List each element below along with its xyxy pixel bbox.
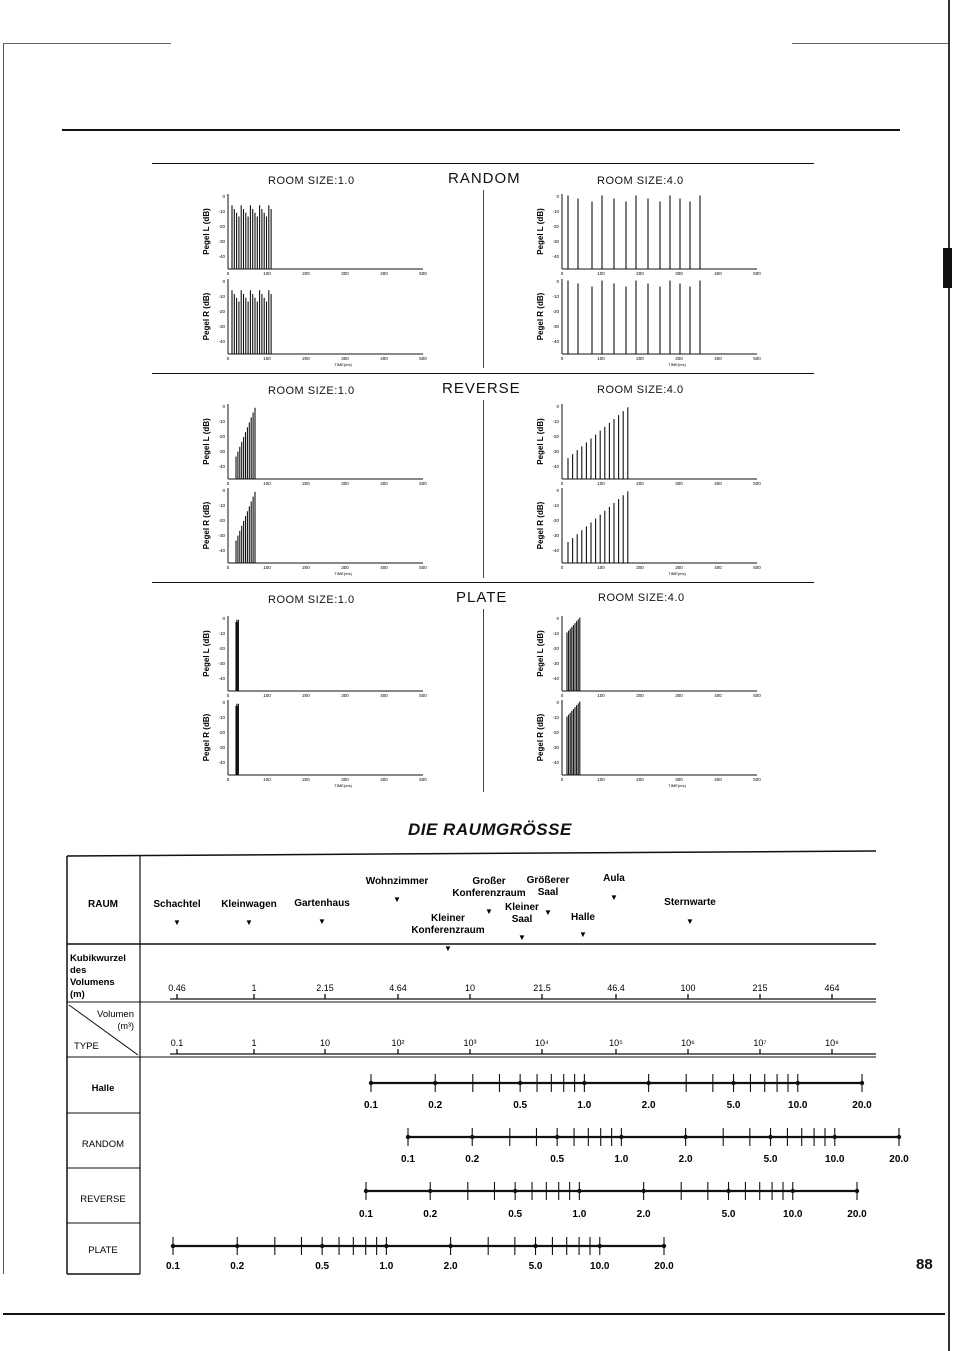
- kubik-header: des: [70, 965, 87, 976]
- volume-value: 10³: [463, 1038, 477, 1048]
- x-axis-label: TIME(ms): [668, 362, 686, 367]
- type-scale-dot: [518, 1081, 522, 1085]
- room-label: Kleiner: [431, 913, 465, 924]
- x-tick-label: 100: [597, 271, 605, 276]
- room-marker: ▼: [485, 907, 493, 916]
- channel-label: Pegel L (dB): [202, 630, 211, 677]
- type-scale-dot: [384, 1244, 388, 1248]
- type-scale-dot: [582, 1081, 586, 1085]
- reverse-left-size: ROOM SIZE:1.0: [268, 385, 355, 397]
- y-tick-label: -20: [552, 434, 559, 439]
- type-scale-dot: [448, 1244, 452, 1248]
- reverse-title: REVERSE: [442, 380, 521, 397]
- type-scale-label: 5.0: [528, 1261, 543, 1272]
- type-scale-label: 10.0: [783, 1209, 803, 1220]
- kubik-header: (m): [70, 989, 85, 1000]
- x-tick-label: 300: [675, 481, 683, 486]
- random-title: RANDOM: [448, 170, 521, 187]
- type-scale-dot: [646, 1081, 650, 1085]
- type-scale-label: 5.0: [726, 1100, 741, 1111]
- room-marker: ▼: [318, 917, 326, 926]
- y-tick-label: -20: [552, 224, 559, 229]
- y-tick-label: -10: [218, 631, 225, 636]
- channel-label: Pegel L (dB): [202, 208, 211, 255]
- type-scale-label: 2.0: [636, 1209, 651, 1220]
- y-tick-label: -40: [218, 464, 225, 469]
- volume-value: 10⁷: [753, 1038, 767, 1048]
- cube-root-value: 21.5: [533, 983, 551, 993]
- type-scale-dot: [235, 1244, 239, 1248]
- y-tick-label: -20: [218, 224, 225, 229]
- type-scale-label: 20.0: [889, 1154, 909, 1165]
- y-tick-label: -20: [218, 434, 225, 439]
- x-tick-label: 100: [263, 271, 271, 276]
- kubik-header: Volumens: [70, 977, 115, 988]
- y-tick-label: -20: [552, 518, 559, 523]
- channel-label: Pegel R (dB): [202, 713, 211, 762]
- type-scale-dot: [577, 1189, 581, 1193]
- cube-root-value: 46.4: [607, 983, 625, 993]
- x-tick-label: 300: [341, 356, 349, 361]
- x-tick-label: 500: [419, 565, 427, 570]
- room-label: Schachtel: [153, 899, 201, 910]
- type-scale-label: 0.2: [230, 1261, 245, 1272]
- volume-value: 0.1: [170, 1038, 184, 1048]
- x-tick-label: 100: [597, 356, 605, 361]
- room-marker: ▼: [610, 893, 618, 902]
- y-tick-label: -20: [552, 309, 559, 314]
- y-tick-label: -40: [552, 464, 559, 469]
- x-tick-label: 400: [714, 481, 722, 486]
- x-tick-label: 100: [263, 693, 271, 698]
- x-tick-label: 0: [560, 481, 564, 486]
- y-tick-label: -10: [552, 631, 559, 636]
- type-scale-label: 0.2: [428, 1100, 443, 1111]
- x-tick-label: 300: [341, 565, 349, 570]
- cube-root-value: 1: [251, 983, 257, 993]
- y-tick-label: -40: [218, 548, 225, 553]
- y-tick-label: -40: [552, 254, 559, 259]
- y-tick-label: -30: [218, 239, 225, 244]
- type-scale-dot: [731, 1081, 735, 1085]
- type-scale-dot: [533, 1244, 537, 1248]
- y-tick-label: -40: [552, 548, 559, 553]
- x-tick-label: 200: [302, 693, 310, 698]
- x-tick-label: 0: [560, 271, 564, 276]
- y-tick-label: -40: [552, 339, 559, 344]
- x-tick-label: 500: [419, 481, 427, 486]
- type-scale-dot: [364, 1189, 368, 1193]
- cube-root-value: 2.15: [316, 983, 334, 993]
- type-scale-dot: [855, 1189, 859, 1193]
- x-tick-label: 200: [636, 271, 644, 276]
- y-tick-label: -30: [218, 745, 225, 750]
- x-tick-label: 200: [302, 777, 310, 782]
- y-tick-label: -30: [552, 449, 559, 454]
- plate-left-size: ROOM SIZE:1.0: [268, 594, 355, 606]
- x-tick-label: 500: [753, 271, 761, 276]
- channel-label: Pegel R (dB): [202, 501, 211, 550]
- type-scale-dot: [513, 1189, 517, 1193]
- y-tick-label: -30: [218, 533, 225, 538]
- cube-root-value: 10: [464, 983, 476, 993]
- y-tick-label: 0: [556, 279, 559, 284]
- volume-value: 10: [319, 1038, 331, 1048]
- reverse-right-size: ROOM SIZE:4.0: [597, 384, 684, 396]
- x-tick-label: 500: [419, 271, 427, 276]
- y-tick-label: 0: [222, 194, 225, 199]
- room-label: Saal: [511, 914, 533, 925]
- x-tick-label: 400: [714, 356, 722, 361]
- type-scale-label: 20.0: [852, 1100, 872, 1111]
- kubik-header: Kubikwurzel: [70, 953, 126, 964]
- x-tick-label: 400: [380, 777, 388, 782]
- type-scale-label: 2.0: [443, 1261, 458, 1272]
- x-tick-label: 300: [675, 356, 683, 361]
- y-tick-label: -20: [552, 730, 559, 735]
- channel-label: Pegel L (dB): [202, 418, 211, 465]
- room-marker: ▼: [579, 930, 587, 939]
- y-tick-label: -10: [218, 715, 225, 720]
- y-tick-label: -40: [552, 760, 559, 765]
- type-header: TYPE: [74, 1041, 99, 1052]
- y-tick-label: -40: [218, 254, 225, 259]
- x-tick-label: 500: [753, 356, 761, 361]
- room-marker: ▼: [444, 944, 452, 953]
- room-label: Kleinwagen: [221, 899, 277, 910]
- room-marker: ▼: [393, 895, 401, 904]
- type-scale-label: 5.0: [721, 1209, 736, 1220]
- y-tick-label: -30: [218, 449, 225, 454]
- y-tick-label: 0: [556, 194, 559, 199]
- room-marker: ▼: [686, 917, 694, 926]
- volume-value: 10⁶: [681, 1038, 695, 1048]
- volume-value: 1: [251, 1038, 257, 1048]
- type-scale-label: 1.0: [614, 1154, 629, 1165]
- volume-value: 10²: [391, 1038, 405, 1048]
- x-axis-label: TIME(ms): [334, 571, 352, 576]
- y-tick-label: 0: [222, 700, 225, 705]
- type-scale-label: 2.0: [641, 1100, 656, 1111]
- x-tick-label: 200: [636, 356, 644, 361]
- y-tick-label: -30: [552, 533, 559, 538]
- room-label: Saal: [537, 887, 559, 898]
- x-tick-label: 0: [226, 565, 230, 570]
- y-tick-label: -10: [552, 294, 559, 299]
- x-tick-label: 300: [341, 481, 349, 486]
- y-tick-label: -40: [218, 676, 225, 681]
- type-row-label: PLATE: [88, 1245, 118, 1256]
- x-tick-label: 400: [714, 271, 722, 276]
- type-scale-label: 1.0: [379, 1261, 394, 1272]
- x-tick-label: 200: [302, 356, 310, 361]
- x-tick-label: 400: [714, 777, 722, 782]
- x-axis-label: TIME(ms): [334, 783, 352, 788]
- y-tick-label: -20: [218, 646, 225, 651]
- type-row-label: Halle: [91, 1083, 115, 1094]
- type-scale-label: 0.1: [364, 1100, 378, 1111]
- x-tick-label: 100: [263, 356, 271, 361]
- cube-root-value: 215: [752, 983, 768, 993]
- x-tick-label: 300: [675, 565, 683, 570]
- random-right-size: ROOM SIZE:4.0: [597, 175, 684, 187]
- room-marker: ▼: [245, 918, 253, 927]
- x-tick-label: 100: [597, 565, 605, 570]
- plate-title: PLATE: [456, 589, 508, 606]
- type-scale-dot: [171, 1244, 175, 1248]
- type-scale-dot: [320, 1244, 324, 1248]
- type-scale-dot: [406, 1135, 410, 1139]
- room-marker: ▼: [544, 908, 552, 917]
- x-tick-label: 100: [597, 693, 605, 698]
- x-axis-label: TIME(ms): [334, 362, 352, 367]
- y-tick-label: -40: [552, 676, 559, 681]
- cube-root-value: 464: [824, 983, 840, 993]
- type-scale-label: 0.1: [401, 1154, 415, 1165]
- type-scale-label: 20.0: [847, 1209, 867, 1220]
- x-tick-label: 300: [341, 271, 349, 276]
- channel-label: Pegel R (dB): [536, 292, 545, 341]
- type-scale-label: 10.0: [788, 1100, 808, 1111]
- volumen-header: Volumen: [97, 1009, 134, 1020]
- x-tick-label: 200: [636, 693, 644, 698]
- cube-root-value: 100: [680, 983, 696, 993]
- type-scale-dot: [897, 1135, 901, 1139]
- x-tick-label: 500: [753, 481, 761, 486]
- random-left-size: ROOM SIZE:1.0: [268, 175, 355, 187]
- type-scale-label: 5.0: [763, 1154, 778, 1165]
- type-scale-label: 0.5: [513, 1100, 528, 1111]
- channel-label: Pegel L (dB): [536, 418, 545, 465]
- y-tick-label: -40: [218, 760, 225, 765]
- type-scale-dot: [598, 1244, 602, 1248]
- channel-label: Pegel L (dB): [536, 630, 545, 677]
- type-scale-dot: [683, 1135, 687, 1139]
- type-scale-label: 0.1: [359, 1209, 373, 1220]
- type-scale-label: 0.2: [465, 1154, 480, 1165]
- type-scale-dot: [768, 1135, 772, 1139]
- y-tick-label: -10: [552, 419, 559, 424]
- x-tick-label: 0: [560, 777, 564, 782]
- type-scale-label: 20.0: [654, 1261, 674, 1272]
- channel-label: Pegel R (dB): [536, 501, 545, 550]
- x-tick-label: 500: [419, 777, 427, 782]
- channel-label: Pegel L (dB): [536, 208, 545, 255]
- type-scale-label: 0.5: [315, 1261, 330, 1272]
- x-tick-label: 0: [560, 565, 564, 570]
- y-tick-label: 0: [556, 700, 559, 705]
- section-title: DIE RAUMGRÖSSE: [408, 820, 572, 839]
- x-tick-label: 300: [675, 777, 683, 782]
- type-scale-label: 0.2: [423, 1209, 438, 1220]
- type-row-label: REVERSE: [80, 1194, 126, 1205]
- type-scale-dot: [641, 1189, 645, 1193]
- x-tick-label: 0: [560, 693, 564, 698]
- room-label: Aula: [603, 873, 625, 884]
- type-scale-dot: [433, 1081, 437, 1085]
- y-tick-label: -30: [218, 324, 225, 329]
- x-tick-label: 400: [380, 565, 388, 570]
- room-label: Konferenzraum: [452, 888, 526, 899]
- volume-value: 10⁵: [609, 1038, 623, 1048]
- y-tick-label: -40: [218, 339, 225, 344]
- x-tick-label: 500: [419, 356, 427, 361]
- x-tick-label: 400: [380, 271, 388, 276]
- y-tick-label: 0: [222, 616, 225, 621]
- type-scale-dot: [796, 1081, 800, 1085]
- type-scale-label: 1.0: [572, 1209, 587, 1220]
- y-tick-label: -10: [552, 715, 559, 720]
- x-tick-label: 300: [341, 777, 349, 782]
- type-scale-dot: [470, 1135, 474, 1139]
- y-tick-label: -30: [218, 661, 225, 666]
- volume-value: 10⁴: [535, 1038, 549, 1048]
- x-tick-label: 400: [380, 481, 388, 486]
- room-label: Sternwarte: [664, 897, 716, 908]
- y-tick-label: -20: [218, 309, 225, 314]
- y-tick-label: 0: [222, 488, 225, 493]
- x-tick-label: 0: [226, 271, 230, 276]
- y-tick-label: -10: [552, 209, 559, 214]
- y-tick-label: -10: [218, 294, 225, 299]
- type-scale-dot: [619, 1135, 623, 1139]
- room-marker: ▼: [173, 918, 181, 927]
- room-label: Großer: [472, 876, 506, 887]
- y-tick-label: 0: [556, 616, 559, 621]
- y-tick-label: -20: [218, 730, 225, 735]
- type-scale-dot: [791, 1189, 795, 1193]
- y-tick-label: -30: [552, 239, 559, 244]
- y-tick-label: 0: [222, 404, 225, 409]
- y-tick-label: -10: [218, 419, 225, 424]
- plate-right-size: ROOM SIZE:4.0: [598, 592, 685, 604]
- y-tick-label: -10: [552, 503, 559, 508]
- x-tick-label: 300: [341, 693, 349, 698]
- type-row-label: RANDOM: [81, 1139, 125, 1150]
- x-tick-label: 100: [263, 481, 271, 486]
- type-scale-dot: [726, 1189, 730, 1193]
- x-tick-label: 200: [302, 481, 310, 486]
- room-label: Wohnzimmer: [365, 876, 429, 887]
- channel-label: Pegel R (dB): [202, 292, 211, 341]
- x-tick-label: 500: [753, 777, 761, 782]
- x-tick-label: 400: [380, 693, 388, 698]
- x-tick-label: 100: [263, 565, 271, 570]
- y-tick-label: -30: [552, 661, 559, 666]
- x-tick-label: 300: [675, 271, 683, 276]
- type-scale-label: 10.0: [590, 1261, 610, 1272]
- y-tick-label: -10: [218, 503, 225, 508]
- type-scale-dot: [833, 1135, 837, 1139]
- room-marker: ▼: [518, 933, 526, 942]
- type-scale-dot: [662, 1244, 666, 1248]
- y-tick-label: -10: [218, 209, 225, 214]
- type-scale-label: 1.0: [577, 1100, 592, 1111]
- room-label: Halle: [571, 912, 595, 923]
- type-scale-dot: [369, 1081, 373, 1085]
- volumen-unit: (m³): [117, 1021, 134, 1031]
- x-axis-label: TIME(ms): [668, 783, 686, 788]
- type-scale-dot: [555, 1135, 559, 1139]
- type-scale-label: 0.5: [508, 1209, 523, 1220]
- x-tick-label: 500: [419, 693, 427, 698]
- x-tick-label: 0: [560, 356, 564, 361]
- x-tick-label: 200: [636, 565, 644, 570]
- x-tick-label: 500: [753, 693, 761, 698]
- room-label: Größerer: [526, 875, 570, 886]
- x-tick-label: 100: [263, 777, 271, 782]
- page-number: 88: [916, 1256, 933, 1273]
- x-tick-label: 0: [226, 356, 230, 361]
- type-scale-dot: [428, 1189, 432, 1193]
- y-tick-label: -20: [552, 646, 559, 651]
- x-tick-label: 400: [714, 693, 722, 698]
- x-tick-label: 200: [636, 777, 644, 782]
- y-tick-label: -20: [218, 518, 225, 523]
- type-scale-dot: [860, 1081, 864, 1085]
- cube-root-value: 4.64: [389, 983, 407, 993]
- x-tick-label: 100: [597, 481, 605, 486]
- x-tick-label: 200: [302, 565, 310, 570]
- room-label: Gartenhaus: [294, 898, 350, 909]
- y-tick-label: 0: [556, 488, 559, 493]
- volume-value: 10⁸: [825, 1038, 839, 1048]
- y-tick-label: 0: [556, 404, 559, 409]
- raum-header: RAUM: [88, 899, 118, 910]
- x-tick-label: 0: [226, 693, 230, 698]
- x-tick-label: 500: [753, 565, 761, 570]
- table-top-border: [67, 851, 876, 856]
- x-tick-label: 0: [226, 777, 230, 782]
- x-tick-label: 400: [714, 565, 722, 570]
- x-tick-label: 200: [636, 481, 644, 486]
- x-tick-label: 400: [380, 356, 388, 361]
- cube-root-value: 0.46: [168, 983, 186, 993]
- x-tick-label: 300: [675, 693, 683, 698]
- type-scale-label: 10.0: [825, 1154, 845, 1165]
- y-tick-label: -30: [552, 745, 559, 750]
- x-tick-label: 200: [302, 271, 310, 276]
- type-scale-label: 2.0: [678, 1154, 693, 1165]
- x-tick-label: 0: [226, 481, 230, 486]
- type-scale-label: 0.1: [166, 1261, 180, 1272]
- room-label: Konferenzraum: [411, 925, 485, 936]
- y-tick-label: -30: [552, 324, 559, 329]
- x-tick-label: 100: [597, 777, 605, 782]
- channel-label: Pegel R (dB): [536, 713, 545, 762]
- y-tick-label: 0: [222, 279, 225, 284]
- room-label: Kleiner: [505, 902, 539, 913]
- x-axis-label: TIME(ms): [668, 571, 686, 576]
- type-scale-label: 0.5: [550, 1154, 565, 1165]
